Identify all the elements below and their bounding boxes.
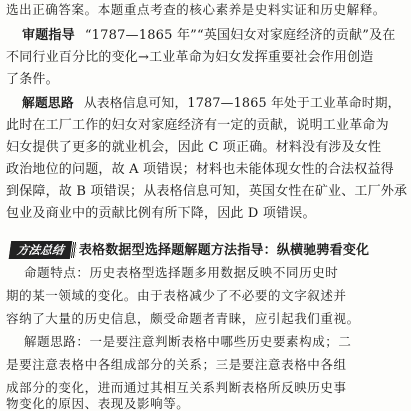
text-line: 命题特点：历史表格型选择题多用数据反映不同历史时 <box>24 265 339 280</box>
text-line: 是要注意表格中各组成部分的关系；三是要注意表格中各组 <box>6 357 347 372</box>
text-line: 了条件。 <box>6 72 59 87</box>
text-span: “1787—1865 年”“英国妇女对家庭经济的贡献”及在 <box>84 28 396 43</box>
text-line: 物变化的原因、表现及影响等。 <box>6 396 190 411</box>
text-line: 期的某一领域的变化。由于表格减少了不必要的文字叙述并 <box>6 288 347 303</box>
text-line: 容纳了大量的历史信息，颇受命题者青睐，应引起我们重视。 <box>6 311 360 326</box>
text-line: 此时在工厂工作的妇女对家庭经济有一定的贡献，说明工业革命为 <box>6 118 389 133</box>
text-line: 妇女提供了更多的就业机会，因此 C 项正确。材料没有涉及女性 <box>6 140 382 155</box>
text-line: 到保障，故 B 项错误；从表格信息可知，英国女性在矿业、工厂外承 <box>6 184 408 199</box>
method-summary-heading <box>10 241 369 259</box>
text-line: 解题思路：一是要注意判断表格中哪些历史要素构成；二 <box>24 334 352 349</box>
method-summary-title: 表格数据型选择题解题方法指导：纵横驰骋看变化 <box>78 243 370 258</box>
text-line: 政治地位的问题，故 A 项错误；材料也未能体现女性的合法权益得 <box>6 162 394 177</box>
text-line: 不同行业百分比的变化→工业革命为妇女发挥重要社会作用创造 <box>6 50 374 65</box>
method-summary-badge: 方法总结 <box>9 241 72 259</box>
solution-line <box>22 96 401 112</box>
stem-guidance-line <box>22 28 396 44</box>
solution-label: 解题思路 <box>22 96 74 111</box>
text-line: 选出正确答案。本题重点考查的核心素养是史料实证和历史解释。 <box>6 2 386 17</box>
stem-guidance-label: 审题指导 <box>22 28 75 43</box>
text-line: 包业及商业中的贡献比例有所下降，因此 D 项错误。 <box>6 206 316 221</box>
text-span: 从表格信息可知，1787—1865 年处于工业革命时期， <box>83 96 401 111</box>
text-line: 成部分的变化，进而通过其相互关系判断表格所反映历史事 <box>6 380 347 395</box>
